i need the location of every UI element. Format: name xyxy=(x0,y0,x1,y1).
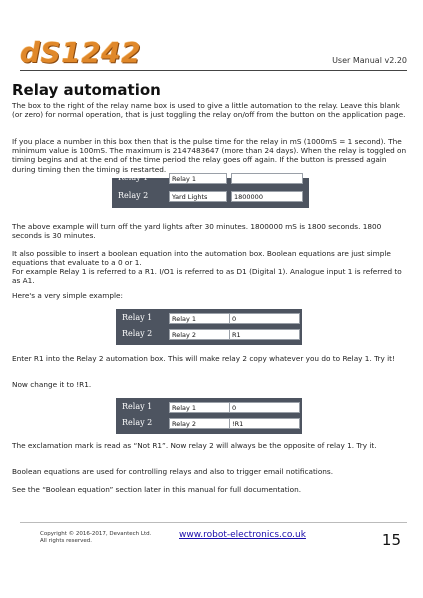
relay-label: Relay 1 xyxy=(122,313,153,322)
relay-name-field[interactable]: Relay 2 xyxy=(169,329,272,340)
relay-automation-field[interactable] xyxy=(231,173,303,184)
relay-label: Relay 2 xyxy=(118,191,149,200)
relay-panel-example-1 xyxy=(112,173,309,208)
relay-automation-field[interactable]: 1800000 xyxy=(231,191,303,202)
logo: dS1242 xyxy=(20,36,142,69)
relay-label: Relay 2 xyxy=(122,418,153,427)
relay-row-2 xyxy=(116,417,302,431)
copyright-line: Copyright © 2016-2017, Devantech Ltd. xyxy=(40,531,152,537)
paragraph-see-section: See the “Boolean equation” section later in this manual for full documentation. xyxy=(12,485,302,494)
rights-line: All rights reserved. xyxy=(40,538,93,544)
paragraph-naming: For example Relay 1 is referred to a R1. I/O1 is referred to as D1 (Digital 1). Analogue input 1 is referred to as A1. xyxy=(12,267,402,286)
relay-name-field[interactable]: Yard Lights xyxy=(169,191,227,202)
footer-copyright xyxy=(40,531,151,545)
manual-version: User Manual v2.20 xyxy=(332,56,407,65)
paragraph-boolean-intro: It also possible to insert a boolean equation into the automation box. Boolean equations are just simple equations that evaluate to a 0 or 1. xyxy=(12,249,391,268)
paragraph-change-not: Now change it to !R1. xyxy=(12,380,92,389)
relay-name-field[interactable]: Relay 2 xyxy=(169,418,272,429)
paragraph-boolean-uses: Boolean equations are used for controlling relays and also to trigger email notifications. xyxy=(12,467,334,476)
relay-automation-field[interactable]: !R1 xyxy=(229,418,300,429)
relay-row-1 xyxy=(116,401,302,415)
relay-name-field[interactable]: Relay 1 xyxy=(169,173,227,184)
header-divider xyxy=(20,70,407,71)
relay-automation-field[interactable]: 0 xyxy=(229,313,300,324)
relay-row-2 xyxy=(112,190,309,204)
paragraph-exclamation: The exclamation mark is read as “Not R1”. Now relay 2 will always be the opposite of relay 1. Try it. xyxy=(12,441,377,450)
relay-automation-field[interactable]: 0 xyxy=(229,402,300,413)
relay-label: Relay 1 xyxy=(122,402,153,411)
relay-automation-field[interactable]: R1 xyxy=(229,329,300,340)
paragraph-enter-r1: Enter R1 into the Relay 2 automation box. This will make relay 2 copy whatever you do to Relay 1. Try it! xyxy=(12,354,395,363)
relay-name-field[interactable]: Relay 1 xyxy=(169,313,272,324)
paragraph-pulse-time: If you place a number in this box then that is the pulse time for the relay in mS (1000mS = 1 second). The minimum value is 100mS. The maximum is 2147483647 (more than 24 days). When the relay is toggled on timing begins and at the end of the time period the relay goes off again. If the button is pressed again during timing then the timing is restarted. xyxy=(12,137,407,174)
relay-panel-example-2 xyxy=(116,309,302,345)
relay-row-2 xyxy=(116,328,302,342)
page-number: 15 xyxy=(381,531,401,549)
paragraph-simple-example: Here's a very simple example: xyxy=(12,291,123,300)
relay-row-1 xyxy=(112,172,309,186)
section-title: Relay automation xyxy=(12,81,161,99)
relay-label: Relay 2 xyxy=(122,329,153,338)
paragraph-example-explain: The above example will turn off the yard lights after 30 minutes. 1800000 mS is 1800 seconds. 1800 seconds is 30 minutes. xyxy=(12,222,382,241)
relay-row-1 xyxy=(116,312,302,326)
relay-panel-example-3 xyxy=(116,398,302,434)
relay-name-field[interactable]: Relay 1 xyxy=(169,402,272,413)
website-link[interactable]: www.robot-electronics.co.uk xyxy=(179,530,306,540)
footer-divider xyxy=(20,522,407,523)
paragraph-intro: The box to the right of the relay name box is used to give a little automation to the relay. Leave this blank (or zero) for normal operation, that is just toggling the relay on/off from the button on the application page. xyxy=(12,101,406,120)
relay-label: Relay 1 xyxy=(118,173,149,182)
